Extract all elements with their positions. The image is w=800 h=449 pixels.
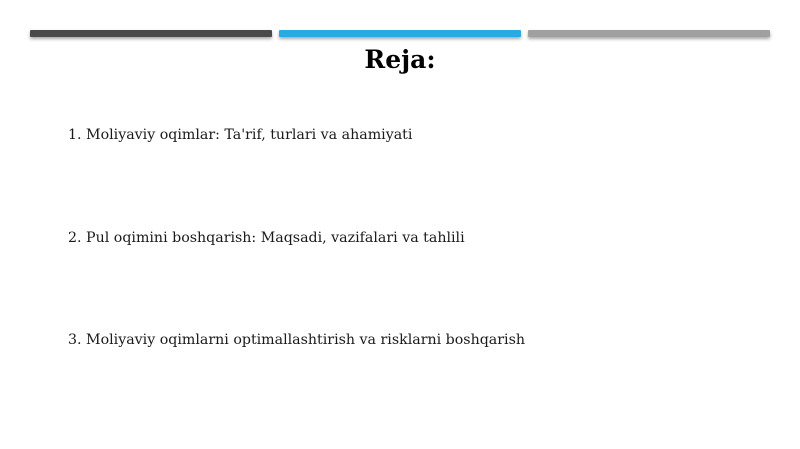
header-bar-dark bbox=[30, 30, 272, 37]
agenda-item-1: 1. Moliyaviy oqimlar: Ta'rif, turlari va ahamiyati bbox=[68, 127, 413, 143]
agenda-item-2: 2. Pul oqimini boshqarish: Maqsadi, vazifalari va tahlili bbox=[68, 230, 465, 246]
header-bar-blue bbox=[279, 30, 521, 37]
header-bar-gray bbox=[528, 30, 770, 37]
slide-title: Reja: bbox=[364, 45, 436, 74]
agenda-item-3: 3. Moliyaviy oqimlarni optimallashtirish va risklarni boshqarish bbox=[68, 332, 525, 348]
